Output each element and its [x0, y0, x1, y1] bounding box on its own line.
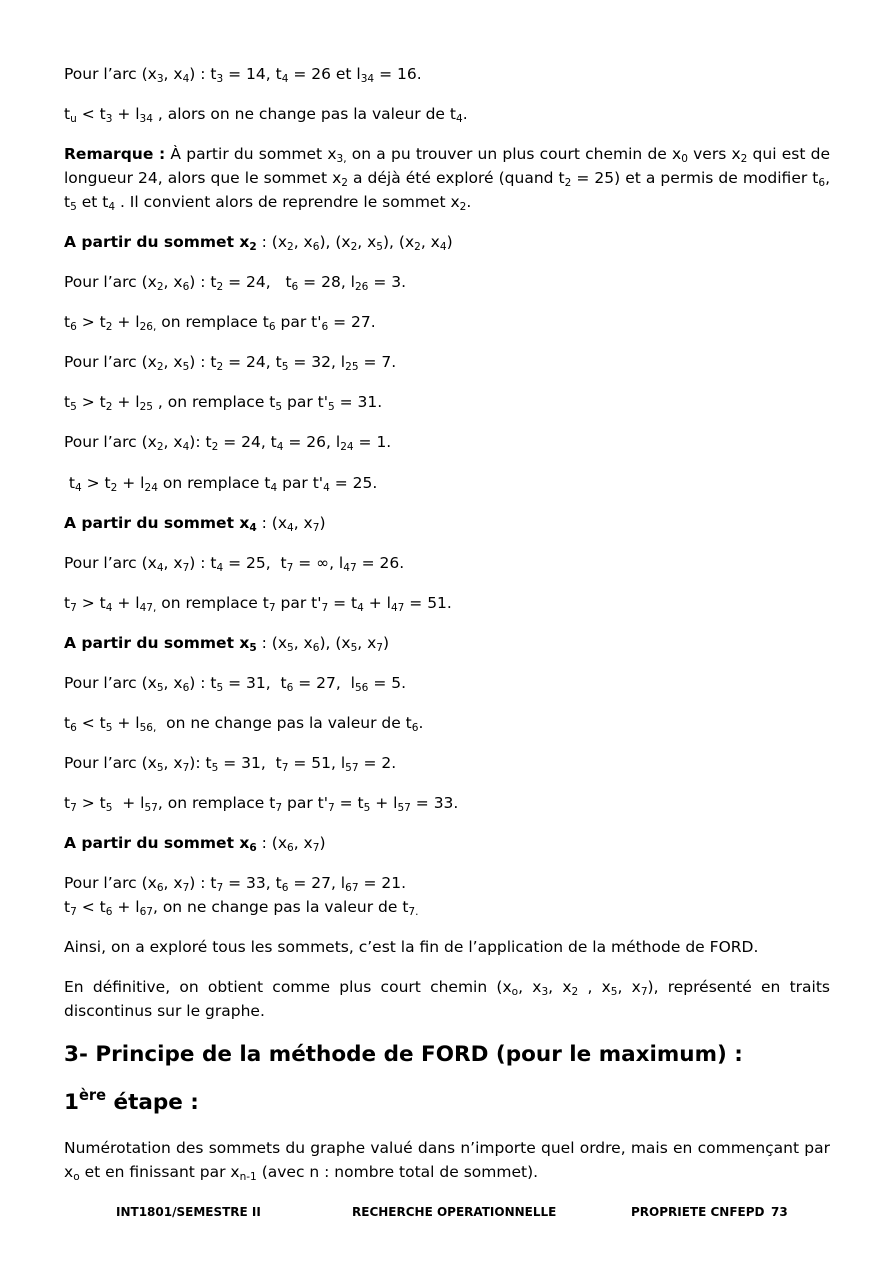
paragraph-replace-t7: $t_7 > t_4 + l_{47,}$ on remplace $t_7$ par $t'_7 = t_4 + l_{47} = 51$. [64, 594, 452, 615]
paragraph-t4-unchanged: $t_u < t_3 + l_{34}$ , alors on ne change pas la valeur de $t_4$. [64, 105, 468, 126]
heading-sommet-x2: A partir du sommet $x_2$ : ($x_2$, $x_6$), ($x_2$, $x_5$), ($x_2$, $x_4$) [64, 233, 453, 254]
paragraph-arc-x2-x4: Pour l’arc ($x_2$, $x_4$): $t_2 = 24$, $t_4 = 26$, $l_{24} = 1$. [64, 433, 392, 454]
paragraph-replace-t6: $t_6 > t_2 + l_{26,}$ on remplace $t_6$ par $t'_6 = 27$. [64, 313, 376, 334]
footer-course: INT1801/SEMESTRE II [116, 1205, 261, 1219]
section-heading-ford-maximum: 3- Principe de la méthode de FORD (pour le maximum) : [64, 1042, 743, 1067]
heading-sommet-x4: A partir du sommet $x_4$ : ($x_4$, $x_7$) [64, 514, 326, 535]
paragraph-arc-x4-x7: Pour l’arc ($x_4$, $x_7$) : $t_4 = 25$, $t_7$ = ∞, $l_{47} = 26$. [64, 554, 405, 575]
paragraph-replace-t4: $t_4 > t_2 + l_{24}$ on remplace $t_4$ par $t'_4 = 25$. [64, 474, 378, 495]
heading-sommet-x6: A partir du sommet $x_6$ : ($x_6$, $x_7$) [64, 834, 326, 855]
paragraph-arc-x5-x7: Pour l’arc ($x_5$, $x_7$): $t_5 = 31$, $t_7 = 51$, $l_{57} = 2$. [64, 754, 397, 775]
paragraph-arc-x6-x7: Pour l’arc ($x_6$, $x_7$) : $t_7 = 33$, $t_6 = 27$, $l_{67} = 21$. $t_7 < t_6 + l_{67}$, on ne change pas la valeur de $t_{7.}$ [64, 874, 419, 919]
paragraph-arc-x3-x4: Pour l’arc ($x_3$, $x_4$) : $t_3 = 14$, $t_4 = 26$ et $l_{34} = 16$. [64, 65, 422, 86]
paragraph-arc-x2-x6: Pour l’arc ($x_2$, $x_6$) : $t_2 = 24$, $t_6 = 28$, $l_{26} = 3$. [64, 273, 407, 294]
paragraph-arc-x5-x6: Pour l’arc ($x_5$, $x_6$) : $t_5 = 31$, $t_6 = 27$, $l_{56} = 5$. [64, 674, 407, 695]
heading-sommet-x5: A partir du sommet $x_5$ : ($x_5$, $x_6$), ($x_5$, $x_7$) [64, 634, 390, 655]
paragraph-fin-ford: Ainsi, on a exploré tous les sommets, c’est la fin de l’application de la méthode de FORD. [64, 938, 759, 956]
paragraph-replace-t5: $t_5 > t_2 + l_{25}$ , on remplace $t_5$ par $t'_5 = 31$. [64, 393, 383, 414]
footer-page-number: 73 [771, 1205, 788, 1219]
footer-owner: PROPRIETE CNFEPD [631, 1205, 765, 1219]
paragraph-numerotation: Numérotation des sommets du graphe valué dans n’importe quel ordre, mais en commençant par $x_o$ et en finissant par $x_{n-1}$ (avec n : nombre total de sommet). [64, 1139, 830, 1184]
footer-subject: RECHERCHE OPERATIONNELLE [352, 1205, 557, 1219]
paragraph-arc-x2-x5: Pour l’arc ($x_2$, $x_5$) : $t_2 = 24$, $t_5 = 32$, $l_{25} = 7$. [64, 353, 397, 374]
paragraph-replace-t7-again: $t_7 > t_5 + l_{57}$, on remplace $t_7$ par $t'_7 = t_5 + l_{57} = 33$. [64, 794, 459, 815]
step-heading-1ere-etape: 1ère étape : [64, 1087, 199, 1115]
paragraph-t6-unchanged: $t_6 < t_5 + l_{56,}$ on ne change pas la valeur de $t_6$. [64, 714, 424, 735]
paragraph-remarque: Remarque : À partir du sommet $x_{3,}$ on a pu trouver un plus court chemin de $x_0$ vers $x_2$ qui est de longueur 24, alors que le sommet $x_2$ a déjà été exploré (quand $t_2 = 25$) et a permis de modifier $t_6$, $t_5$ et $t_4$ . Il convient alors de reprendre le sommet $x_2$. [64, 145, 830, 214]
page-footer [0, 1202, 893, 1222]
paragraph-definitive: En définitive, on obtient comme plus court chemin ($x_o$, $x_3$, $x_2$ , $x_5$, $x_7$), représenté en traits discontinus sur le graphe. [64, 978, 831, 1020]
